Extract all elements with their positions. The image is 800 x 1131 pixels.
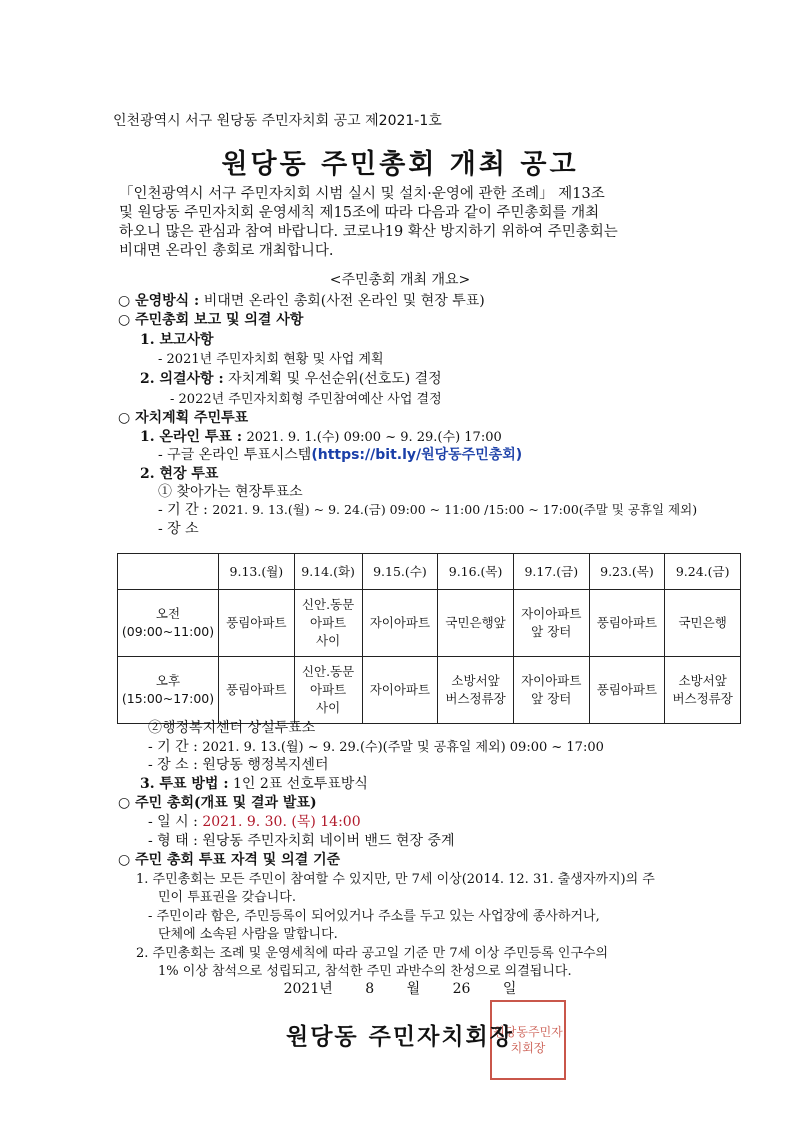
operation-line	[118, 290, 485, 310]
intro-paragraph	[119, 185, 719, 261]
issue-month-unit: 월	[406, 981, 421, 997]
report-heading: ○ 주민총회 보고 및 의결 사항	[118, 312, 304, 328]
online-system-link[interactable]: (https://bit.ly/원당동주민총회)	[311, 447, 523, 463]
notice-number: 인천광역시 서구 원당동 주민자치회 공고 제2021-1호	[113, 113, 442, 129]
schedule-date: 9.14.(화)	[294, 554, 362, 590]
schedule-place-cell: 풍림아파트	[589, 590, 665, 657]
issue-day: 26	[452, 981, 471, 997]
onsite-vote-label: 2. 현장 투표	[140, 466, 219, 482]
time-range: (15:00~17:00)	[121, 691, 215, 706]
schedule-row-morning	[118, 590, 741, 657]
official-seal: 원당동주민자치회장	[490, 1000, 566, 1080]
intro-line-2: 및 원당동 주민자치회 운영세칙 제15조에 따라 다음과 같이 주민총회를 개최	[119, 205, 600, 221]
criteria-item1-sub1: - 주민이라 함은, 주민등록이 되어있거나 주소를 두고 있는 사업장에 종사하거나,	[148, 909, 600, 924]
report-label: 1. 보고사항	[140, 332, 214, 348]
resolution-item: - 2022년 주민자치회형 주민참여예산 사업 결정	[170, 392, 442, 407]
visiting-period-value: 2021. 9. 13.(월) ~ 9. 24.(금) 09:00 ~ 11:00 /15:00 ~ 17:00(주말 및 공휴일 제외)	[212, 502, 698, 517]
schedule-place-cell: 자이아파트 앞 장터	[513, 657, 589, 724]
schedule-place-cell: 신안.동문 아파트 사이	[294, 590, 362, 657]
vote-method-line	[140, 773, 368, 793]
schedule-place-cell: 풍림아파트	[219, 590, 295, 657]
visiting-period-label: - 기 간 :	[158, 502, 208, 518]
overview-heading: <주민총회 개최 개요>	[329, 272, 471, 288]
permanent-period-line	[148, 736, 604, 756]
schedule-date: 9.24.(금)	[665, 554, 741, 590]
criteria-item1-line1: 1. 주민총회는 모든 주민이 참여할 수 있지만, 만 7세 이상(2014. 12. 31. 출생자까지)의 주	[136, 872, 655, 887]
visiting-place-label: - 장 소	[158, 521, 199, 537]
operation-value: 비대면 온라인 총회(사전 온라인 및 현장 투표)	[203, 293, 485, 309]
page-title: 원당동 주민총회 개최 공고	[221, 149, 579, 180]
permanent-period-value: 2021. 9. 13.(월) ~ 9. 29.(수)(주말 및 공휴일 제외) 09:00 ~ 17:00	[202, 740, 604, 755]
schedule-corner-cell	[118, 554, 219, 590]
vote-method-label: 3. 투표 방법 :	[140, 776, 229, 792]
schedule-time-cell	[118, 657, 219, 724]
visiting-period-line	[158, 499, 697, 519]
schedule-place-cell: 자이아파트	[362, 657, 438, 724]
time-range: (09:00~11:00)	[121, 624, 215, 639]
assembly-form-line	[148, 830, 454, 850]
visiting-booth: ① 찾아가는 현장투표소	[158, 484, 303, 500]
permanent-place-line	[148, 754, 328, 774]
vote-method-value: 1인 2표 선호투표방식	[232, 776, 368, 792]
criteria-item1-sub2: 단체에 소속된 사람을 말합니다.	[158, 927, 338, 942]
criteria-heading: ○ 주민 총회 투표 자격 및 의결 기준	[118, 852, 341, 868]
assembly-date-line	[148, 811, 361, 831]
schedule-place-cell: 자이아파트 앞 장터	[513, 590, 589, 657]
report-item: - 2021년 주민자치회 현황 및 사업 계획	[158, 352, 384, 367]
criteria-item1-line2: 민이 투표권을 갖습니다.	[158, 890, 296, 905]
permanent-place-label: - 장 소 :	[148, 757, 198, 773]
schedule-row-afternoon	[118, 657, 741, 724]
permanent-booth-title: ②행정복지센터 상설투표소	[148, 720, 316, 736]
permanent-period-label: - 기 간 :	[148, 739, 198, 755]
intro-line-4: 비대면 온라인 총회로 개최합니다.	[119, 243, 334, 259]
schedule-date: 9.23.(목)	[589, 554, 665, 590]
schedule-date: 9.17.(금)	[513, 554, 589, 590]
criteria-item2-line1: 2. 주민총회는 조례 및 운영세칙에 따라 공고일 기준 만 7세 이상 주민등록 인구수의	[136, 946, 609, 961]
criteria-item2-line2: 1% 이상 참석으로 성립되고, 참석한 주민 과반수의 찬성으로 의결됩니다.	[158, 964, 572, 979]
resolution-value: 자치계획 및 우선순위(선호도) 결정	[228, 371, 442, 387]
assembly-form-label: - 형 태 :	[148, 833, 198, 849]
schedule-date: 9.16.(목)	[438, 554, 514, 590]
intro-line-1: 「인천광역시 서구 주민자치회 시범 실시 및 설치·운영에 관한 조례」 제13조	[119, 186, 605, 202]
assembly-date-label: - 일 시 :	[148, 814, 198, 830]
schedule-place-cell: 신안.동문 아파트 사이	[294, 657, 362, 724]
assembly-form-value: 원당동 주민자치회 네이버 밴드 현장 중계	[202, 833, 455, 849]
assembly-heading: ○ 주민 총회(개표 및 결과 발표)	[118, 795, 317, 811]
schedule-place-cell: 풍림아파트	[589, 657, 665, 724]
online-vote-value: 2021. 9. 1.(수) 09:00 ~ 9. 29.(수) 17:00	[246, 430, 502, 445]
schedule-place-cell: 소방서앞 버스정류장	[665, 657, 741, 724]
schedule-place-cell: 풍림아파트	[219, 657, 295, 724]
schedule-date: 9.15.(수)	[362, 554, 438, 590]
signature: 원당동 주민자치회장	[286, 1024, 514, 1050]
resolution-label: 2. 의결사항 :	[140, 371, 224, 387]
online-system-prefix: - 구글 온라인 투표시스템	[158, 447, 312, 463]
issue-day-unit: 일	[502, 981, 517, 997]
issue-year: 2021년	[283, 981, 333, 997]
schedule-date: 9.13.(월)	[219, 554, 295, 590]
online-vote-label: 1. 온라인 투표 :	[140, 429, 243, 445]
vote-heading: ○ 자치계획 주민투표	[118, 410, 249, 426]
schedule-place-cell: 국민은행앞	[438, 590, 514, 657]
schedule-place-cell: 자이아파트	[362, 590, 438, 657]
operation-label: ○ 운영방식 :	[118, 293, 200, 309]
schedule-place-cell: 국민은행	[665, 590, 741, 657]
schedule-place-cell: 소방서앞 버스정류장	[438, 657, 514, 724]
resolution-line	[140, 368, 442, 388]
time-label: 오후	[155, 673, 181, 688]
online-system-line	[158, 444, 522, 464]
assembly-date-value: 2021. 9. 30. (목) 14:00	[202, 814, 361, 830]
time-label: 오전	[155, 606, 181, 621]
issue-date	[0, 978, 800, 998]
schedule-time-cell	[118, 590, 219, 657]
issue-month: 8	[365, 981, 375, 997]
schedule-header-row	[118, 554, 741, 590]
online-vote-line	[140, 426, 502, 446]
schedule-table	[117, 553, 741, 724]
permanent-place-value: 원당동 행정복지센터	[202, 757, 329, 773]
intro-line-3: 하오니 많은 관심과 참여 바랍니다. 코로나19 확산 방지하기 위하여 주민총회는	[119, 224, 618, 240]
